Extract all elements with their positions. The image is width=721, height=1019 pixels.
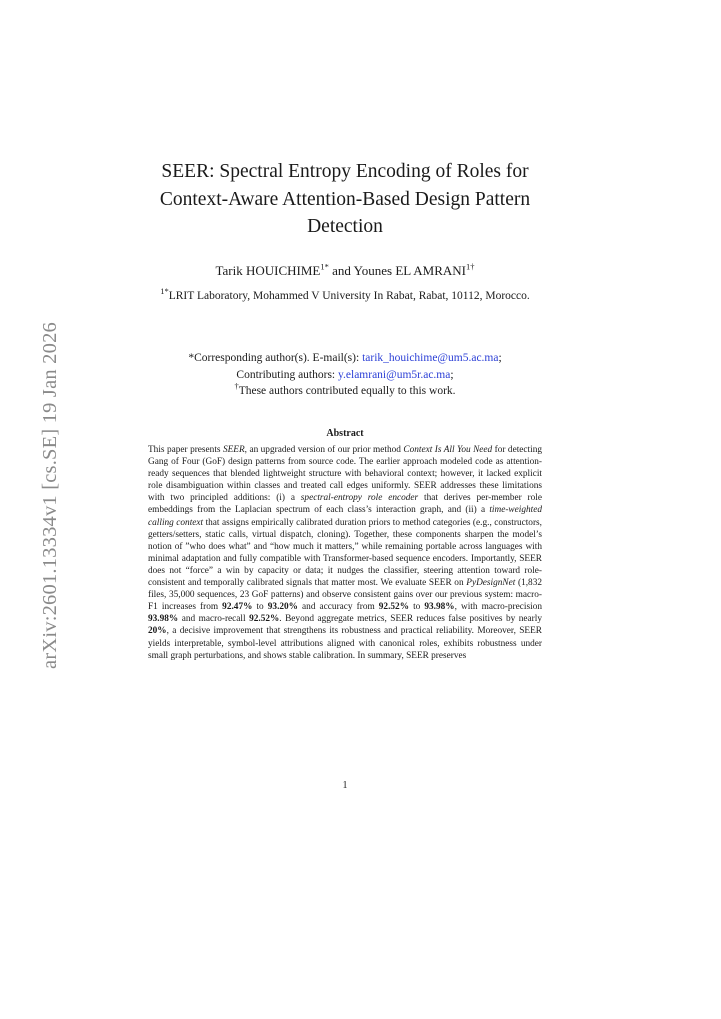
abstract-body (148, 444, 542, 662)
abstract-metric: 93.98% (424, 602, 455, 613)
abstract-metric: 92.47% (222, 602, 253, 613)
separator: ; (498, 352, 502, 364)
abstract-text: that assigns empirically calibrated duration priors to method categories (e.g., constructors, getters/setters, static calls, virtual dispatch, cloning). Together, these components sharpen the model’s notion of ”who does what” and “how much it matters,” while remaining portable across languages with minimal adaptation and fully compatible with Transformer-based sequence encoders. Importantly, SEER does not “force” a win by capacity or data; it nudges the classifier, steering attention toward role-consistent and temporally calibrated signals that matter most. We evaluate SEER on (148, 517, 542, 589)
arxiv-identifier-text: arXiv:2601.13334v1 [cs.SE] 19 Jan 2026 (38, 321, 61, 669)
abstract-text: to (409, 602, 425, 613)
abstract-emphasis: spectral-entropy role encoder (300, 493, 419, 504)
abstract-emphasis: time-weighted calling context (148, 505, 542, 528)
abstract-text: that derives per-member role embeddings from the Laplacian spectrum of each class’s interaction graph, and (ii) a (148, 493, 543, 516)
affiliation (140, 288, 550, 304)
author-name: Younes EL AMRANI (353, 263, 466, 278)
author-affiliation-mark: 1† (466, 261, 475, 272)
equal-contribution-text: These authors contributed equally to this work. (238, 385, 456, 397)
separator: ; (450, 368, 454, 381)
author-affiliation-mark: 1* (320, 261, 329, 272)
abstract-metric: 92.52% (378, 602, 409, 613)
paper-title: SEER: Spectral Entropy Encoding of Roles for Context-Aware Attention-Based Design Pattern Detection (159, 161, 531, 237)
corresponding-email-link[interactable]: tarik_houichime@um5.ac.ma (362, 352, 499, 364)
abstract-metric: 20% (148, 626, 167, 637)
abstract-text: and accuracy from (297, 602, 379, 613)
contact-block (130, 350, 560, 400)
abstract-emphasis: Context Is All You Need (403, 445, 493, 455)
abstract-heading: Abstract (326, 428, 364, 439)
abstract-text: , a decisive improvement that strengthens its robustness and practical reliability. Moreover, SEER yields interpretable, symbol-level attributions aligned with canonical roles, exhibits robustness under small graph perturbations, and shows stable calibration. In summary, SEER preserves (148, 626, 542, 661)
abstract-metric: 93.98% (148, 614, 179, 625)
abstract-text: for detecting Gang of Four (GoF) design patterns from source code. The earlier approach modeled code as attention-ready sequences that blended lightweight structure with behavioral context; however, it lacked explicit role disambiguation within classes and treated call edges uniformly. SEER addresses these limitations with two principled additions: (i) a (148, 445, 543, 504)
contributing-email-link[interactable]: y.elamrani@um5r.ac.ma (338, 368, 451, 381)
abstract-text: (1,832 files, 35,000 sequences, 23 GoF patterns) and observe consistent gains over our previous system: macro-F1 increases from (148, 578, 542, 613)
affiliation-mark: 1* (160, 286, 169, 297)
abstract-text: . Beyond aggregate metrics, SEER reduces false positives by nearly (279, 614, 542, 625)
author-conjunction: and (328, 263, 354, 278)
equal-contribution-line (130, 383, 560, 400)
author-name: Tarik HOUICHIME (215, 263, 321, 278)
abstract-text: to (252, 602, 268, 613)
corresponding-author-line (130, 350, 560, 367)
abstract-text: , with macro-precision (454, 602, 542, 613)
abstract-emphasis: PyDesignNet (466, 578, 516, 589)
contributing-authors-line (130, 367, 560, 384)
author-line (130, 262, 560, 279)
abstract-text: , an upgraded version of our prior method (244, 445, 404, 455)
abstract-text: and macro-recall (178, 614, 250, 625)
abstract-metric: 92.52% (249, 614, 280, 625)
abstract-metric: 93.20% (267, 602, 298, 613)
affiliation-text: LRIT Laboratory, Mohammed V University In Rabat, Rabat, 10112, Morocco. (168, 290, 530, 302)
arxiv-identifier-stamp (35, 300, 65, 690)
equal-contribution-mark: † (234, 381, 239, 392)
abstract-emphasis: SEER (222, 445, 245, 455)
corresponding-label: *Corresponding author(s). E-mail(s): (188, 352, 363, 364)
contributing-label: Contributing authors: (236, 368, 339, 381)
abstract-text: This paper presents (148, 445, 223, 455)
page-number: 1 (342, 780, 348, 791)
